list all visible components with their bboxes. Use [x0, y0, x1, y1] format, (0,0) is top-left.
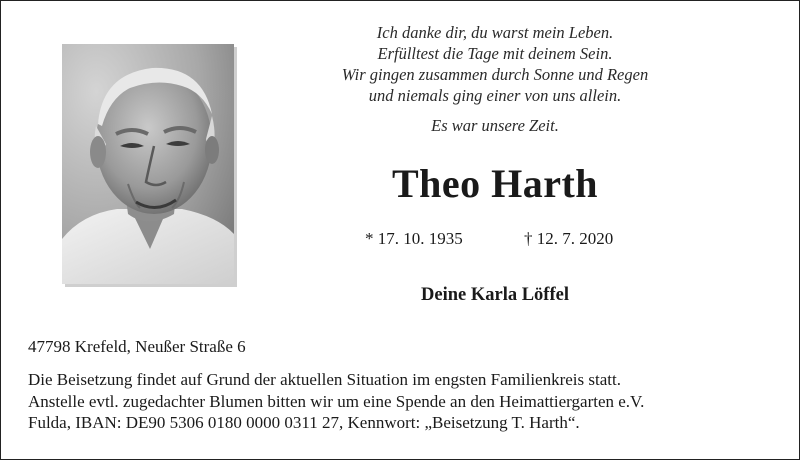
mourner-signature: Deine Karla Löffel	[421, 285, 569, 305]
poem-line: und niemals ging einer von uns allein.	[368, 86, 622, 105]
notice-line: Anstelle evtl. zugedachter Blumen bitten wir um eine Spende an den Heimattiergarten e.V.	[28, 391, 645, 411]
address: 47798 Krefeld, Neußer Straße 6	[28, 337, 246, 356]
portrait-photo	[62, 44, 234, 284]
death-date: † 12. 7. 2020	[524, 229, 614, 248]
poem-line: Ich danke dir, du warst mein Leben.	[376, 23, 614, 42]
poem-line: Erfülltest die Tage mit deinem Sein.	[377, 44, 613, 63]
poem-closing: Es war unsere Zeit.	[431, 116, 559, 135]
poem-line: Wir gingen zusammen durch Sonne und Regen	[341, 65, 649, 84]
funeral-notice	[28, 369, 778, 434]
birth-date: * 17. 10. 1935	[365, 229, 463, 248]
deceased-name: Theo Harth	[391, 161, 599, 206]
portrait-photo-icon	[62, 44, 234, 284]
notice-line: Die Beisetzung findet auf Grund der aktuellen Situation im engsten Familienkreis statt.	[28, 370, 621, 389]
notice-line: Fulda, IBAN: DE90 5306 0180 0000 0311 27, Kennwort: „Beisetzung T. Harth“.	[28, 413, 580, 432]
poem	[250, 22, 740, 106]
